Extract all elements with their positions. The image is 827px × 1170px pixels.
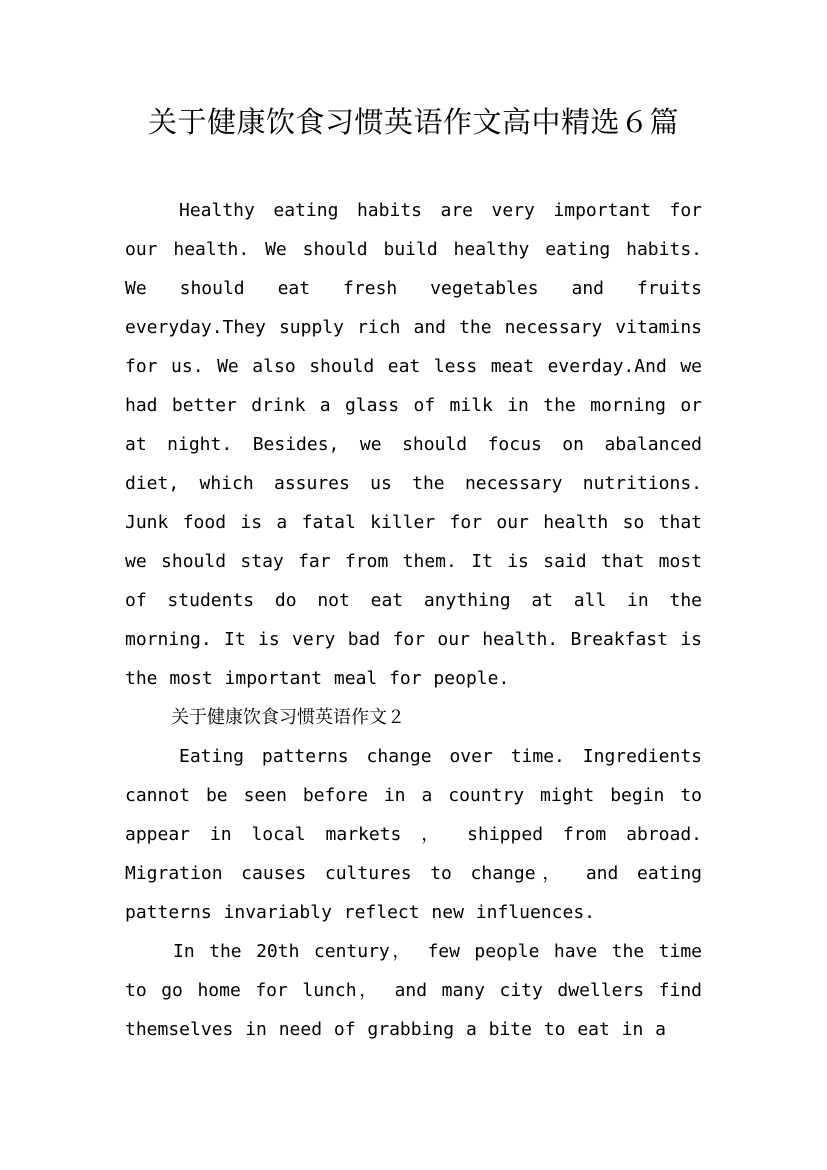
- paragraph-1: Healthy eating habits are very important for our health. We should build healthy eating habits. We should eat fresh vegetables and fruits everyday.They supply rich and the necessary vitamins for us. We also should eat less meat everday.And we had better drink a glass of milk in the morning or at night. Besides, we should focus on abalanced diet, which assures us the necessary nutritions. Junk food is a fatal killer for our health so that we should stay far from them. It is said that most of students do not eat anything at all in the morning. It is very bad for our health. Breakfast is the most important meal for people.: [125, 200, 702, 689]
- paragraph-3: In the 20th century， few people have the time to go home for lunch， and many city dwellers find themselves in need of grabbing a bite to eat in a: [125, 941, 702, 1040]
- document-title: 关于健康饮食习惯英语作文高中精选６篇: [147, 105, 679, 139]
- section-heading-2: 关于健康饮食习惯英语作文２: [171, 707, 405, 728]
- document-body: [125, 191, 702, 1049]
- paragraph-2: Eating patterns change over time. Ingredients cannot be seen before in a country might begin to appear in local markets ， shipped from abroad. Migration causes cultures to change， and eating patterns invariably reflect new influences.: [125, 746, 702, 923]
